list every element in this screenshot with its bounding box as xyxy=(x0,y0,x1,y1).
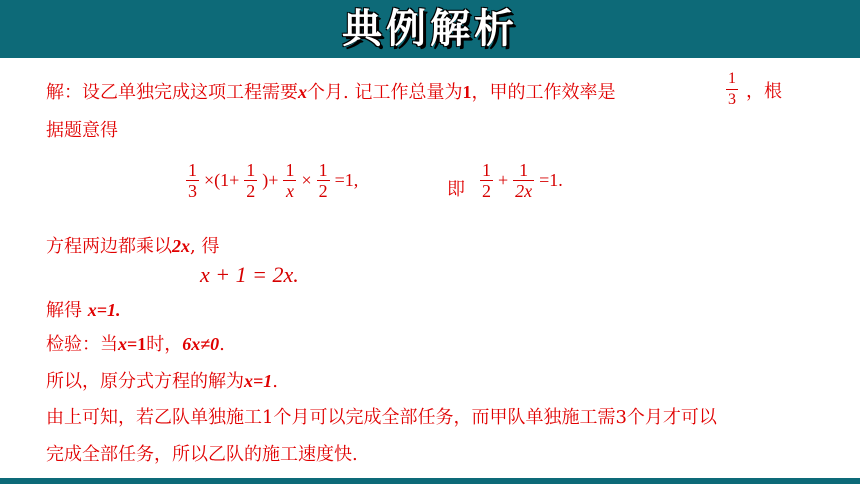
eq1-frac1-num: 1 xyxy=(188,160,197,180)
efficiency-fraction xyxy=(724,69,740,110)
eq1-frac2-num: 1 xyxy=(246,160,256,180)
solution-result xyxy=(46,298,121,323)
fraction-denominator: 3 xyxy=(728,91,736,108)
multiply-end: , 得 xyxy=(190,236,220,257)
verification-label: 检验：当 xyxy=(46,334,118,355)
eq1b-frac1-num: 1 xyxy=(482,160,491,180)
eq1b-result: =1. xyxy=(539,170,563,190)
eq1b-frac1-den: 2 xyxy=(482,181,491,201)
eq1-term3: × xyxy=(301,170,312,190)
footer-bar xyxy=(0,478,860,484)
conclusion-line xyxy=(46,369,278,394)
verification-end: . xyxy=(219,334,225,355)
eq1b-plus: + xyxy=(498,170,509,190)
solution-line-1 xyxy=(46,80,615,105)
verification-mid: 时， xyxy=(146,334,183,355)
verification-line xyxy=(46,332,225,357)
equation-1 xyxy=(184,160,361,201)
verification-value: =1 xyxy=(127,334,147,354)
page-title: 典例解析 xyxy=(342,6,518,52)
solution-result-label: 解得 xyxy=(46,300,88,321)
verification-check: 6x≠0 xyxy=(182,334,220,354)
total-work-one: 1 xyxy=(462,82,472,102)
eq1-frac3-num: 1 xyxy=(285,160,295,180)
solution-result-value: x=1. xyxy=(87,300,121,320)
multiply-factor: 2x xyxy=(172,236,190,256)
multiply-text: 方程两边都乘以 xyxy=(46,236,172,257)
equation-1-simplified xyxy=(478,160,566,201)
eq1-frac1-den: 3 xyxy=(188,181,197,201)
eq1-term2: )+ xyxy=(262,170,279,190)
eq1b-frac2-num: 1 xyxy=(513,160,534,181)
solution-line-1-end: ，根 xyxy=(746,81,782,102)
conclusion-text: 所以，原分式方程的解为 xyxy=(46,371,244,392)
eq1-frac2-den: 2 xyxy=(246,181,256,201)
fraction-numerator: 1 xyxy=(726,69,738,90)
eq1-frac4-num: 1 xyxy=(318,160,328,180)
summary-line-2: 完成全部任务，所以乙队的施工速度快. xyxy=(46,444,358,465)
solution-text-prefix: 解：设乙单独完成这项工程需要 xyxy=(46,82,298,103)
header-bar xyxy=(0,0,860,58)
conclusion-value: x=1 xyxy=(244,371,273,391)
conclusion-end: . xyxy=(272,371,278,392)
solution-text-mid: 个月. 记工作总量为 xyxy=(307,82,463,103)
eq1-term1: ×(1+ xyxy=(204,170,240,190)
equation-2: x + 1 = 2x. xyxy=(200,262,299,287)
eq1b-frac2-den: 2x xyxy=(515,181,533,201)
solution-line-2: 据题意得 xyxy=(46,120,118,141)
verification-var: x xyxy=(118,334,127,354)
eq1-frac3-den: x xyxy=(285,181,294,201)
summary-line-1: 由上可知，若乙队单独施工1个月可以完成全部任务，而甲队单独施工需3个月才可以 xyxy=(46,407,717,428)
eq1-term4: =1, xyxy=(334,170,359,190)
multiply-step xyxy=(46,234,219,259)
variable-x: x xyxy=(298,82,307,102)
eq1-frac4-den: 2 xyxy=(318,181,328,201)
solution-text-suffix: ，甲的工作效率是 xyxy=(471,82,616,103)
equivalent-label: 即 xyxy=(447,179,465,200)
